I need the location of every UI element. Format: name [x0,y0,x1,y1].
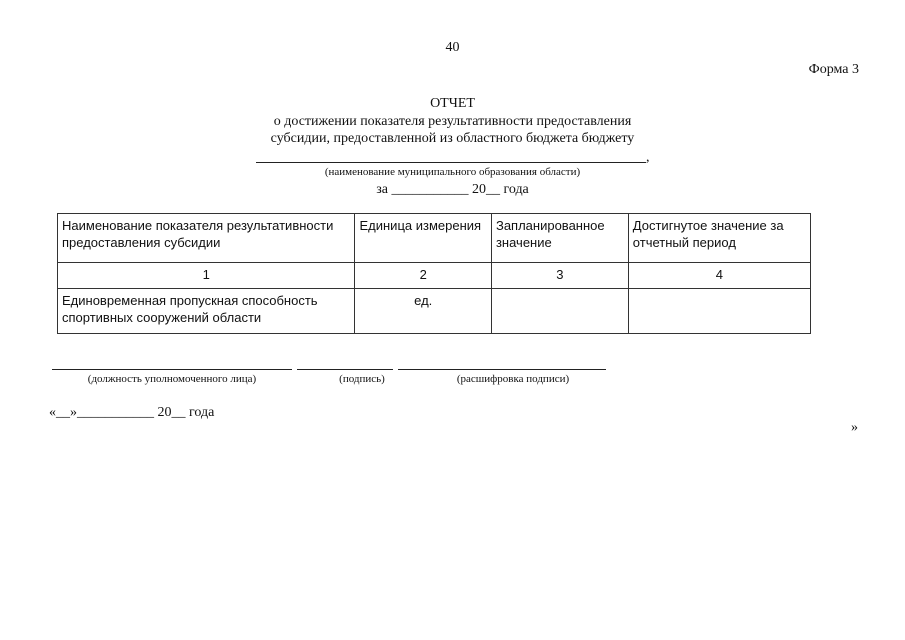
form-label: Форма 3 [808,62,859,77]
position-caption: (должность уполномоченного лица) [87,373,257,385]
achieved-value-cell [628,289,810,334]
closing-quote: » [851,420,858,435]
signature-date: «__»___________ 20__ года [49,405,215,420]
column-number-4: 4 [628,263,810,289]
planned-value-cell [491,289,628,334]
column-number-3: 3 [491,263,628,289]
signature-caption: (подпись) [339,373,385,385]
position-line [52,369,292,370]
header-planned: Запланированное значение [491,214,628,263]
municipality-comma: , [646,150,650,165]
municipality-name-line [256,162,646,163]
signature-line [297,369,393,370]
municipality-caption: (наименование муниципального образования области) [324,166,581,178]
column-number-row [58,263,811,289]
column-number-2: 2 [355,263,491,289]
report-title: ОТЧЕТ [430,96,475,111]
column-number-1: 1 [58,263,355,289]
signature-decoding-caption: (расшифровка подписи) [456,373,570,385]
report-table [57,213,811,334]
header-indicator: Наименование показателя результативности предоставления субсидии [58,214,355,263]
subtitle-line-2: субсидии, предоставленной из областного бюджета бюджету [270,131,635,146]
subtitle-line-1: о достижении показателя результативности предоставления [273,114,632,129]
indicator-cell: Единовременная пропускная способность спортивных сооружений области [58,289,355,334]
page-number: 40 [445,40,460,55]
reporting-period: за ___________ 20__ года [376,182,529,197]
signature-decoding-line [398,369,606,370]
unit-cell: ед. [355,289,491,334]
header-unit: Единица измерения [355,214,491,263]
table-row [58,289,811,334]
table-header-row [58,214,811,263]
header-achieved: Достигнутое значение за отчетный период [628,214,810,263]
report-subtitle [0,113,905,147]
